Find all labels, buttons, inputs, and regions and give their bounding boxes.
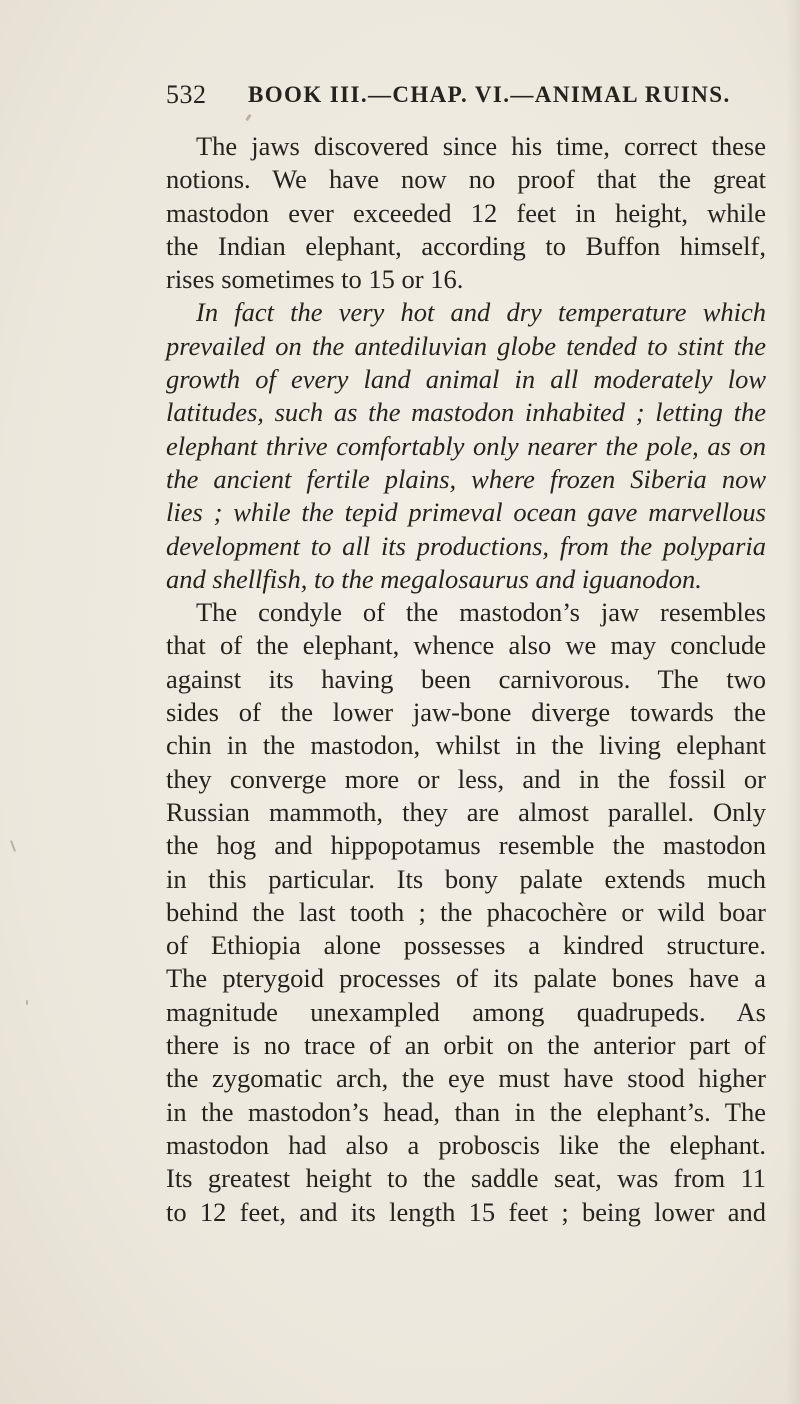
- text-line: chin in the mastodon, whilst in the living elephant: [166, 730, 766, 761]
- text-line: mastodon ever exceeded 12 feet in height, while: [166, 197, 766, 228]
- text-line: prevailed on the antediluvian globe tended to stint the: [166, 330, 766, 361]
- paper-fleck: [26, 1000, 28, 1005]
- text-line: rises sometimes to 15 or 16.: [166, 264, 464, 295]
- paper-fleck: [10, 840, 16, 852]
- text-line: The condyle of the mastodon’s jaw resembles: [196, 597, 766, 628]
- text-line: lies ; while the tepid primeval ocean gave marvellous: [166, 497, 766, 528]
- text-line: Its greatest height to the saddle seat, was from 11: [166, 1163, 766, 1194]
- text-line: mastodon had also a proboscis like the elephant.: [166, 1129, 766, 1160]
- text-line: sides of the lower jaw-bone diverge towards the: [166, 697, 766, 728]
- page-number: 532: [166, 80, 207, 109]
- text-line: the hog and hippopotamus resemble the mastodon: [166, 830, 766, 861]
- text-line: elephant thrive comfortably only nearer the pole, as on: [166, 430, 766, 461]
- text-line: and shellfish, to the megalosaurus and iguanodon.: [166, 563, 702, 594]
- text-line: latitudes, such as the mastodon inhabited ; letting the: [166, 397, 766, 428]
- text-line: development to all its productions, from the polyparia: [166, 530, 766, 561]
- text-line: Russian mammoth, they are almost parallel. Only: [166, 796, 766, 827]
- paper-fleck: [245, 114, 251, 121]
- body-text: [166, 130, 766, 1229]
- page-edge-shadow: [786, 0, 800, 1404]
- text-line: to 12 feet, and its length 15 feet ; being lower and: [166, 1196, 766, 1227]
- text-line: the Indian elephant, according to Buffon himself,: [166, 230, 766, 261]
- text-line: the zygomatic arch, the eye must have stood higher: [166, 1063, 766, 1094]
- text-line: In fact the very hot and dry temperature which: [196, 297, 766, 328]
- text-line: notions. We have now no proof that the great: [166, 164, 766, 195]
- text-line: in this particular. Its bony palate extends much: [166, 863, 766, 894]
- text-line: the ancient fertile plains, where frozen Siberia now: [166, 463, 766, 494]
- text-line: of Ethiopia alone possesses a kindred structure.: [166, 930, 766, 961]
- text-line: magnitude unexampled among quadrupeds. As: [166, 996, 766, 1027]
- text-line: The jaws discovered since his time, correct these: [196, 131, 766, 161]
- text-line: against its having been carnivorous. The two: [166, 663, 766, 694]
- text-line: growth of every land animal in all moderately low: [166, 364, 766, 395]
- running-title: BOOK III.—CHAP. VI.—ANIMAL RUINS.: [248, 82, 731, 107]
- running-head: [166, 80, 766, 110]
- text-line: there is no trace of an orbit on the anterior part of: [166, 1030, 766, 1061]
- text-line: in the mastodon’s head, than in the elephant’s. The: [166, 1096, 766, 1127]
- text-line: that of the elephant, whence also we may conclude: [166, 630, 766, 661]
- text-line: they converge more or less, and in the fossil or: [166, 763, 766, 794]
- text-line: The pterygoid processes of its palate bones have a: [166, 963, 766, 994]
- text-line: behind the last tooth ; the phacochère or wild boar: [166, 896, 766, 927]
